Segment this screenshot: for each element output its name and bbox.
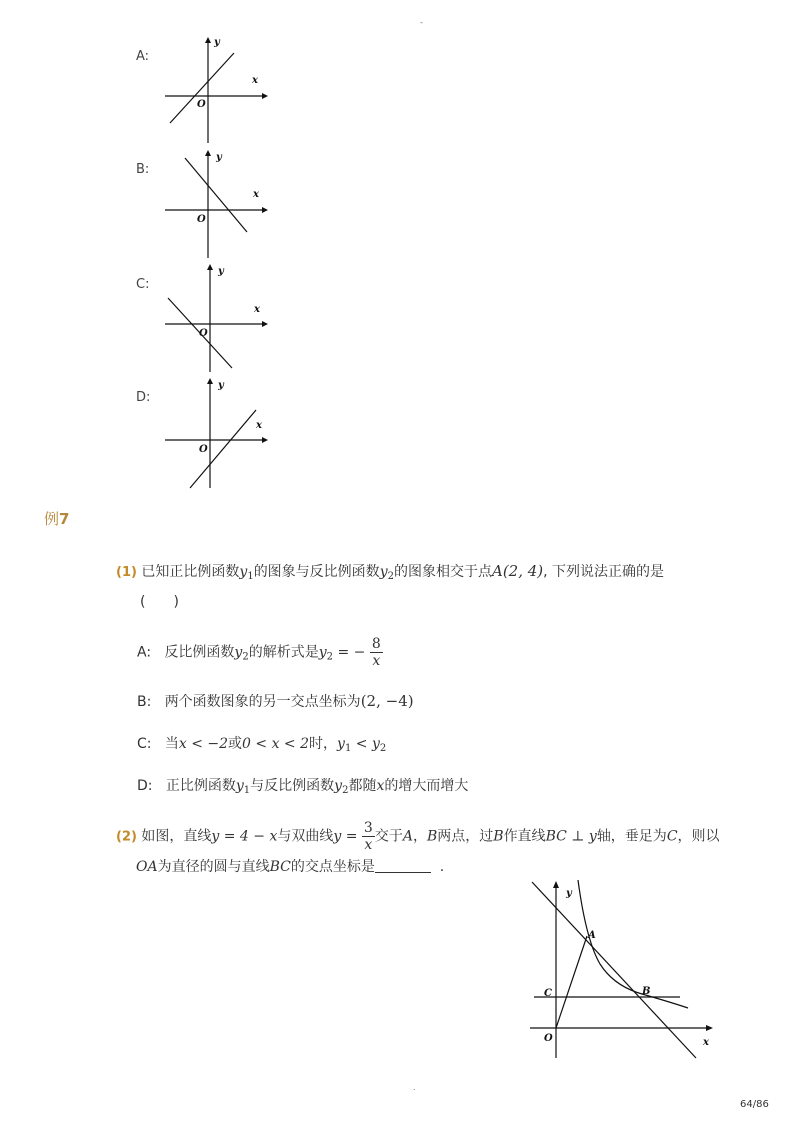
option-d-label: D: [136, 390, 151, 405]
q2-text-h: ，则以 [677, 828, 720, 845]
q1-y1-sub: 1 [247, 571, 254, 582]
q2-text-d: ， [412, 828, 427, 845]
question-1-stem [116, 560, 726, 588]
graph-a-origin-label: O [197, 99, 206, 110]
q2-point-a: A [402, 828, 413, 845]
q1-option-d-text-d: 的增大而增大 [384, 778, 469, 794]
q1-option-a-var-sub: 2 [242, 651, 249, 663]
question-2-number: (2) [116, 829, 137, 845]
q2-frac-num: 3 [363, 820, 373, 836]
q2-line2-end: . [439, 859, 445, 875]
question-2-figure [520, 878, 720, 1068]
q1-option-c-text-a: 当 [164, 736, 179, 752]
q1-option-a-var: y [234, 644, 243, 661]
q1-option-b-text: 两个函数图象的另一交点坐标为 [164, 694, 361, 710]
graph-d-x-label: x [256, 420, 262, 431]
q1-text-b: 的图象与反比例函数 [253, 564, 380, 580]
q1-option-b[interactable] [137, 690, 414, 713]
q2-fraction [362, 820, 375, 853]
q2-line2-oa: OA [136, 859, 158, 875]
q1-option-c-letter: C: [137, 736, 152, 752]
q2-text-e: 两点，过 [437, 828, 494, 845]
graph-option-b [160, 148, 270, 260]
q1-option-c-math-d-sub: 2 [379, 743, 387, 754]
question-1-number: (1) [116, 565, 137, 580]
q1-option-d-v1: y [235, 778, 244, 794]
graph-c-y-label: y [218, 266, 224, 277]
graph-d-y-label: y [218, 380, 224, 391]
q1-option-a-eq-mid: = − [333, 644, 366, 661]
q1-option-d-v2: y [334, 778, 343, 794]
footer-mark: . [413, 1083, 416, 1092]
fig-b-label: B [642, 986, 651, 997]
q1-option-a-frac-den: x [372, 653, 381, 669]
graph-b-y-label: y [216, 152, 222, 163]
q1-point: A(2, 4) [491, 562, 544, 580]
q1-option-a-text-a: 反比例函数 [164, 644, 235, 661]
q2-point-c: C [666, 828, 678, 845]
graph-c-origin-label: O [199, 328, 208, 339]
q1-option-d-letter: D: [137, 778, 153, 794]
question-2-line-2 [136, 856, 444, 878]
q2-text-f: 作直线 [503, 828, 546, 845]
fig-o-label: O [544, 1033, 553, 1044]
q2-line2-text-d: 的交点坐标是 [290, 859, 375, 875]
q1-option-a-letter: A: [137, 644, 152, 661]
q1-option-d-text-a: 正比例函数 [165, 778, 236, 794]
q1-text-c: 的图象相交于点 [393, 564, 492, 580]
question-2-stem [116, 820, 736, 853]
q1-option-d-v1-sub: 1 [243, 785, 251, 796]
graph-c-x-label: x [254, 304, 260, 315]
example-heading [44, 508, 69, 529]
option-b-label: B: [136, 162, 150, 177]
q1-option-a-frac-num: 8 [371, 636, 381, 652]
example-prefix: 例 [44, 510, 60, 528]
q1-option-a[interactable] [137, 636, 383, 669]
fig-y-label: y [566, 888, 572, 899]
q2-text-b: 与双曲线 [277, 828, 334, 845]
q2-line2-bc: BC [269, 859, 291, 875]
graph-b-x-label: x [253, 189, 259, 200]
q1-text-a: 已知正比例函数 [141, 564, 240, 580]
q2-text-a: 如图，直线 [141, 828, 212, 845]
graph-b-origin-label: O [197, 214, 206, 225]
q1-option-b-letter: B: [137, 694, 152, 710]
q1-y2-sub: 2 [387, 571, 394, 582]
q1-option-c-math-b: 0 < x < 2 [242, 736, 310, 752]
q1-option-d-text-c: 都随 [348, 778, 377, 794]
fig-a-label: A [588, 930, 596, 941]
q2-frac-den: x [364, 837, 373, 853]
graph-d-origin-label: O [199, 444, 208, 455]
q1-option-d-v3: x [376, 778, 385, 794]
q1-text-d: , 下列说法正确的是 [543, 564, 665, 580]
q1-y1: y [239, 564, 248, 580]
q2-text-g: 轴，垂足为 [596, 828, 667, 845]
fig-x-label: x [703, 1037, 709, 1048]
q2-point-b: B [426, 828, 438, 845]
graph-a-x-label: x [252, 75, 258, 86]
example-number: 7 [59, 510, 70, 528]
q2-eq2-left: y = [333, 828, 362, 845]
q1-option-c-math-a: x < −2 [178, 736, 229, 752]
page-number: 64/86 [740, 1099, 769, 1110]
q1-option-c-math-c: y [337, 736, 345, 752]
fig-c-label: C [544, 988, 552, 999]
option-c-label: C: [136, 277, 150, 292]
graph-option-c [160, 262, 270, 374]
q1-option-c[interactable] [137, 733, 386, 760]
graph-option-a [160, 35, 270, 145]
q1-y2: y [379, 564, 388, 580]
q1-option-d-v2-sub: 2 [342, 785, 349, 796]
question-1-paren: ( ) [140, 594, 179, 610]
q1-option-a-fraction [370, 636, 383, 669]
graph-option-d [160, 376, 270, 490]
q2-eq3: BC ⊥ y [545, 828, 597, 845]
graph-a-y-label: y [214, 37, 220, 48]
q1-option-a-eq-sub: 2 [326, 651, 334, 663]
q2-eq1: y = 4 − x [211, 828, 278, 845]
answer-blank[interactable] [375, 858, 431, 873]
q1-option-a-eq-left: y [318, 644, 327, 661]
q2-text-c: 交于 [374, 828, 403, 845]
header-mark: - [420, 18, 423, 27]
q1-option-d[interactable] [137, 775, 468, 802]
q1-option-a-text-b: 的解析式是 [248, 644, 319, 661]
q1-option-c-math-d: < y [351, 736, 380, 752]
q1-option-b-math: (2, −4) [360, 692, 414, 710]
option-a-label: A: [136, 49, 150, 64]
q1-option-c-text-c: 时， [309, 736, 338, 752]
q1-option-d-text-b: 与反比例函数 [250, 778, 335, 794]
q2-point-b2: B [493, 828, 504, 845]
q1-option-c-text-b: 或 [228, 736, 243, 752]
q1-option-c-math-c-sub: 1 [344, 743, 352, 754]
q2-line2-text-b: 为直径的圆与直线 [157, 859, 270, 875]
